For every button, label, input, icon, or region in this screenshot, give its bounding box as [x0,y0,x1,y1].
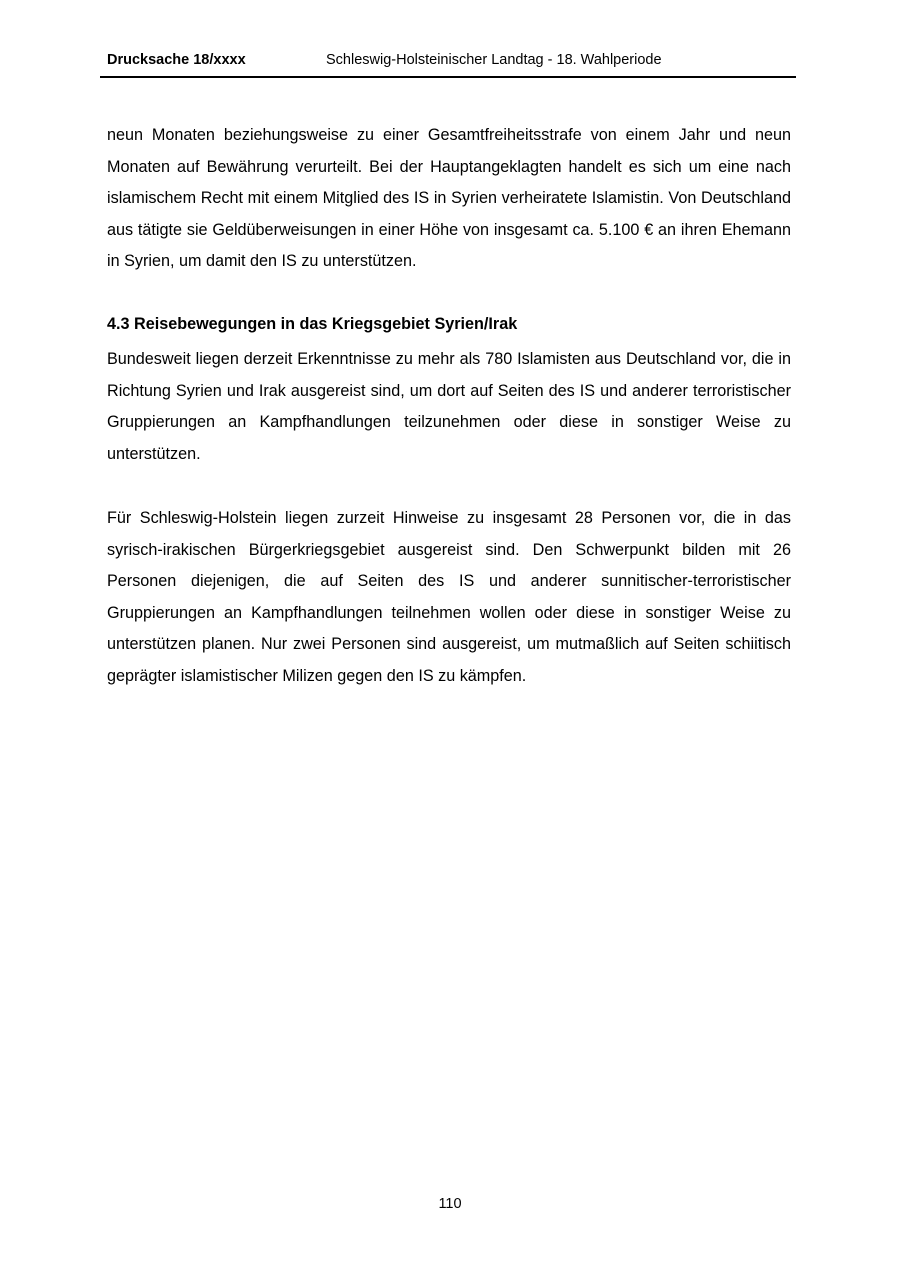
paragraph-continued: neun Monaten beziehungsweise zu einer Gesamtfreiheitsstrafe von einem Jahr und neun Monaten auf Bewährung verurteilt. Bei der Hauptangeklagten handelt es sich um eine nach islamischem Recht mit einem Mitglied des IS in Syrien verheiratete Islamistin. Von Deutschland aus tätigte sie Geldüberweisungen in einer Höhe von insgesamt ca. 5.100 € an ihren Ehemann in Syrien, um damit den IS zu unterstützen. [107,126,791,270]
page-number: 110 [438,1196,462,1212]
paragraph-schleswig-holstein: Für Schleswig-Holstein liegen zurzeit Hinweise zu insgesamt 28 Personen vor, die in das syrisch-irakischen Bürgerkriegsgebiet ausgereist sind. Den Schwerpunkt bilden mit 26 Personen diejenigen, die auf Seiten des IS und anderer sunnitischer-terroristischer Gruppierungen an Kampfhandlungen teilnehmen wollen oder diese in sonstiger Weise zu unterstützen planen. Nur zwei Personen sind ausgereist, um mutmaßlich auf Seiten schiitisch geprägter islamistischer Milizen gegen den IS zu kämpfen. [107,509,791,685]
page-header [100,52,796,78]
document-number: Drucksache 18/xxxx [107,52,246,68]
header-title: Schleswig-Holsteinischer Landtag - 18. Wahlperiode [326,52,662,68]
section-heading: 4.3 Reisebewegungen in das Kriegsgebiet Syrien/Irak [107,315,518,333]
paragraph-national-travel: Bundesweit liegen derzeit Erkenntnisse zu mehr als 780 Islamisten aus Deutschland vor, die in Richtung Syrien und Irak ausgereist sind, um dort auf Seiten des IS und anderer terroristischer Gruppierungen an Kampfhandlungen teilzunehmen oder diese in sonstiger Weise zu unterstützen. [107,350,791,463]
